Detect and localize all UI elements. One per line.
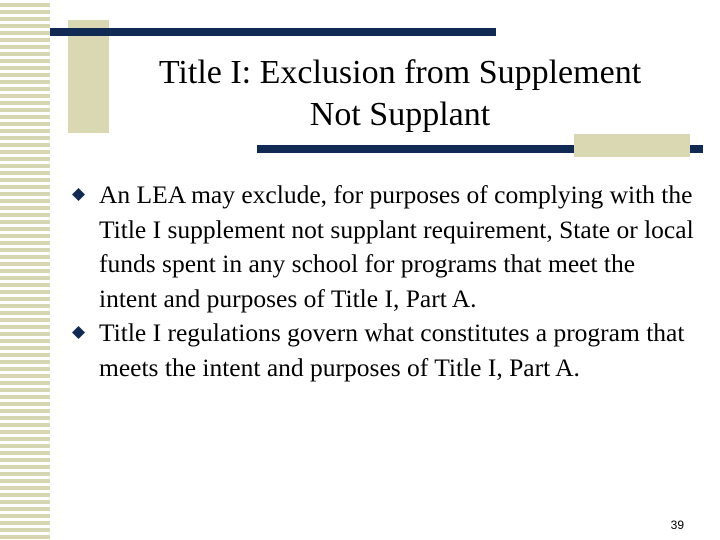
page-number: 39 (670, 518, 684, 532)
bullet-text: Title I regulations govern what constitutes a program that meets the intent and purposes of Title I, Part A. (99, 318, 685, 382)
bullet-text: An LEA may exclude, for purposes of complying with the Title I supplement not supplant requirement, State or local funds spent in any school for programs that meet the intent and purposes of Title I, Part A. (99, 180, 694, 313)
title-accent-block-right (574, 134, 690, 157)
bullet-list (72, 178, 697, 385)
diamond-bullet-icon (72, 188, 85, 201)
bullet-item (72, 178, 697, 316)
slide-title-line-1: Title I: Exclusion from Supplement (158, 54, 642, 91)
diamond-bullet-icon (72, 326, 85, 339)
decorative-stripe-band (0, 0, 50, 540)
title-accent-block-left (68, 20, 109, 133)
title-top-rule (50, 28, 496, 36)
bullet-item (72, 316, 697, 385)
slide-title-line-2: Not Supplant (309, 96, 491, 133)
slide-title (108, 52, 692, 136)
